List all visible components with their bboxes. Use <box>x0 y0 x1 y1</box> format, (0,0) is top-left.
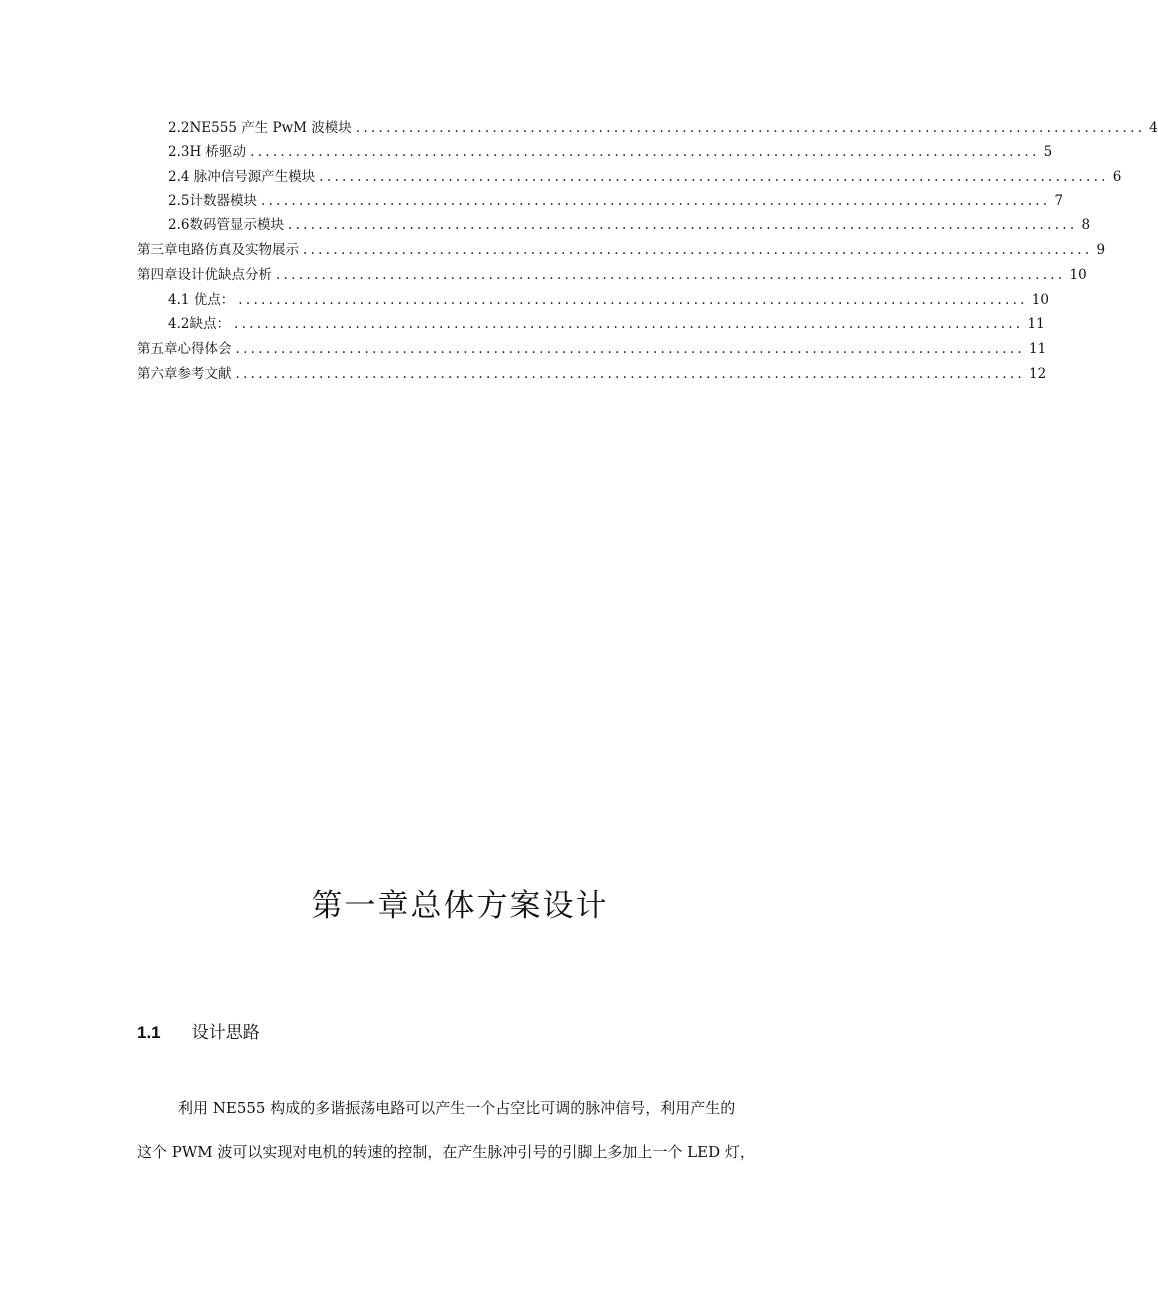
chapter-title: 第一章总体方案设计 <box>311 888 609 924</box>
toc-entry-page: 10 <box>1031 292 1049 308</box>
toc-entry-label: 第六章参考文献 <box>137 366 232 382</box>
dot-leader: ........................................................................................................ <box>355 120 1146 136</box>
body-paragraph-line: 利用 NE555 构成的多谐振荡电路可以产生一个占空比可调的脉冲信号，利用产生的 <box>178 1099 736 1117</box>
section-number: 1.1 <box>137 1023 161 1042</box>
toc-entry-label: H 桥驱动 <box>189 144 247 160</box>
toc-entry-page: 4 <box>1149 120 1158 136</box>
toc-entry-number: 4. <box>168 292 181 308</box>
dot-leader: ........................................................................................................ <box>303 242 1093 258</box>
toc-entry-number: 4.2 <box>168 316 190 332</box>
toc-entry-label: 4 脉冲信号源产生模块 <box>180 169 316 185</box>
toc-entry-number: 2.3 <box>168 144 190 160</box>
toc-entry-page: 5 <box>1043 144 1053 160</box>
dot-leader: ........................................................................................................ <box>235 366 1025 382</box>
toc-entry-label: NE555 产生 PwM 波模块 <box>189 120 352 136</box>
toc-entry-label: 计数器模块 <box>189 193 257 209</box>
toc-entry-label: 缺点： <box>189 316 230 332</box>
toc-entry-2-4[interactable] <box>168 168 1122 186</box>
dot-leader: ........................................................................................................ <box>260 193 1051 209</box>
toc-entry-2-5[interactable] <box>168 192 1064 210</box>
toc-entry-2-6[interactable] <box>168 216 1091 234</box>
toc-entry-number: 2.5 <box>168 193 190 209</box>
dot-leader: ........................................................................................................ <box>233 316 1024 332</box>
toc-entry-2-3[interactable] <box>168 143 1053 161</box>
dot-leader: ........................................................................................................ <box>319 169 1109 185</box>
toc-entry-label: 第四章设计优缺点分析 <box>137 267 272 283</box>
dot-leader: ........................................................................................................ <box>276 267 1066 283</box>
section-title: 设计思路 <box>191 1023 260 1042</box>
toc-entry-chapter-5[interactable] <box>137 340 1047 358</box>
toc-entry-2-2[interactable] <box>168 119 1158 137</box>
toc-entry-number: 2. <box>168 169 181 185</box>
toc-entry-page: 6 <box>1112 169 1122 185</box>
toc-entry-label: 数码管显示模块 <box>189 217 284 233</box>
toc-entry-chapter-3[interactable] <box>137 241 1106 259</box>
toc-entry-4-2[interactable] <box>168 315 1045 333</box>
dot-leader: ........................................................................................................ <box>238 292 1028 308</box>
toc-entry-chapter-6[interactable] <box>137 365 1047 383</box>
dot-leader: ........................................................................................................ <box>250 144 1040 160</box>
toc-entry-label: 第五章心得体会 <box>137 341 232 357</box>
toc-entry-page: 9 <box>1096 242 1106 258</box>
toc-entry-label: 1 优点： <box>180 292 235 308</box>
toc-entry-page: 11 <box>1027 316 1045 332</box>
toc-entry-page: 10 <box>1069 267 1087 283</box>
toc-entry-page: 11 <box>1029 341 1047 357</box>
body-paragraph-line: 这个 PWM 波可以实现对电机的转速的控制，在产生脉冲引号的引脚上多加上一个 LED 灯， <box>137 1143 755 1161</box>
toc-entry-number: 2.6 <box>168 217 190 233</box>
toc-entry-number: 2.2 <box>168 120 190 136</box>
toc-entry-page: 12 <box>1029 366 1047 382</box>
toc-entry-chapter-4[interactable] <box>137 266 1087 284</box>
toc-entry-page: 7 <box>1054 193 1064 209</box>
toc-entry-4-1[interactable] <box>168 291 1049 309</box>
dot-leader: ........................................................................................................ <box>287 217 1078 233</box>
dot-leader: ........................................................................................................ <box>235 341 1025 357</box>
toc-entry-label: 第三章电路仿真及实物展示 <box>137 242 299 258</box>
toc-entry-page: 8 <box>1081 217 1091 233</box>
section-heading <box>137 1018 260 1043</box>
